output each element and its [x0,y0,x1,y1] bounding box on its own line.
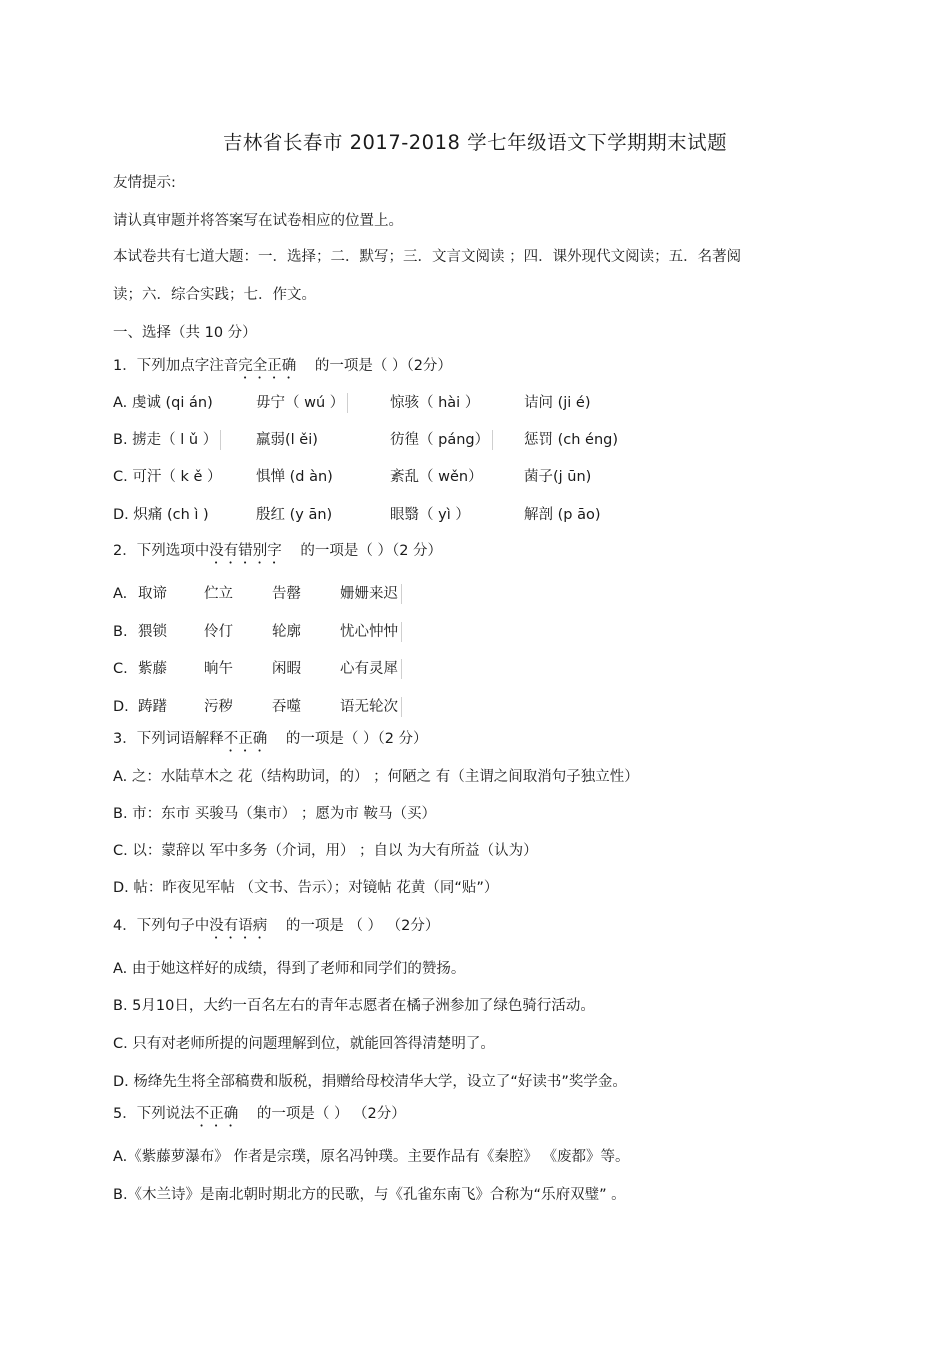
option-cell: 惩罚 (ch éng) [524,432,619,448]
question-5-stem [113,1104,406,1130]
option-letter: B. [113,624,128,640]
question-2-stem [113,541,442,567]
option-cell: 菌子(j ūn) [524,469,592,485]
option-letter: C. [113,661,128,677]
stem-text: 5．下列说法 [113,1106,195,1122]
question-4-stem [113,916,439,942]
stem-text: 的一项是（ ）（2分） [314,358,452,374]
section-heading: 一、选择（共 10 分） [113,325,257,341]
option-cell: 踌躇 [138,699,167,715]
option-cell: 姗姗来迟 [340,584,402,604]
option-cell: 语无轮次 [340,697,402,717]
option-cell: 紫藤 [138,661,167,677]
option-cell: C. 可汗（ k ě ） [113,469,222,485]
option-cell: 污秽 [204,699,233,715]
option-cell: 闲暇 [272,661,301,677]
option-cell: 心有灵犀 [340,659,402,679]
option-cell: D. 炽痛 (ch ì ) [113,507,209,523]
option-cell: 吞噬 [272,699,301,715]
option-cell: 羸弱(l ěi) [256,432,318,448]
exam-title: 吉林省长春市 2017-2018 学七年级语文下学期期末试题 [222,131,728,154]
option-a: A. 之：水陆草木之 花（结构助词，的） ；何陋之 有（主谓之间取消句子独立性） [113,769,639,785]
emphasis-text: 没有语病 [209,918,268,934]
stem-text: 的一项是 （ ） （2分） [285,918,440,934]
option-a: A. 由于她这样好的成绩，得到了老师和同学们的赞扬。 [113,961,466,977]
question-3-stem [113,729,428,755]
option-cell: 眼翳（ yì ） [390,507,470,523]
tips-line-2: 本试卷共有七道大题：一．选择；二．默写；三．文言文阅读 ；四．课外现代文阅读；五．名著阅 [113,249,742,265]
option-cell: 解剖 (p āo) [524,507,601,523]
option-cell: 取谛 [138,586,167,602]
option-d: D. 帖：昨夜见军帖 （文书、告示）；对镜帖 花黄（同“贴”） [113,880,499,896]
stem-text: 的一项是（ ）（2 分） [300,543,443,559]
option-cell: 伶仃 [204,624,233,640]
option-cell: 殷红 (y ān) [256,507,333,523]
tips-line-1: 请认真审题并将答案写在试卷相应的位置上。 [113,213,403,229]
question-1-stem [113,356,452,382]
option-cell: 轮廓 [272,624,301,640]
emphasis-text: 不正确 [194,1106,239,1122]
option-a: A.《紫藤萝瀑布》 作者是宗璞，原名冯钟璞。主要作品有《秦腔》 《废都》等。 [113,1149,630,1165]
option-cell: 伫立 [204,586,233,602]
tips-heading: 友情提示: [113,175,176,191]
option-letter: A. [113,586,128,602]
option-b: B.《木兰诗》是南北朝时期北方的民歌，与《孔雀东南飞》合称为“乐府双璧” 。 [113,1187,626,1203]
stem-text: 的一项是（ ） （2分） [256,1106,406,1122]
option-cell: 猥锁 [138,624,167,640]
option-c: C. 只有对老师所提的问题理解到位，就能回答得清楚明了。 [113,1036,495,1052]
option-cell: 晌午 [204,661,233,677]
emphasis-text: 完全正确 [238,358,297,374]
option-cell: 忧心忡忡 [340,622,402,642]
option-cell: 惊骇（ hài ） [390,395,480,411]
stem-text: 2．下列选项中 [113,543,210,559]
emphasis-text: 没有错别字 [209,543,282,559]
option-d: D. 杨绛先生将全部稿费和版税，捐赠给母校清华大学，设立了“好读书”奖学金。 [113,1074,627,1090]
option-cell: B. 掳走（ l ǔ ） [113,430,221,450]
option-b: B. 5月10日，大约一百名左右的青年志愿者在橘子洲参加了绿色骑行活动。 [113,998,595,1014]
option-cell: 彷徨（ páng） [390,430,493,450]
option-b: B. 市：东市 买骏马（集市） ；愿为市 鞍马（买） [113,806,436,822]
tips-line-3: 读；六．综合实践；七．作文。 [113,287,316,303]
option-c: C. 以：蒙辞以 军中多务（介词，用） ；自以 为大有所益（认为） [113,843,538,859]
stem-text: 的一项是（ ）（2 分） [285,731,428,747]
stem-text: 1．下列加点字注音 [113,358,239,374]
option-cell: A. 虔诚 (qi án) [113,395,213,411]
option-letter: D. [113,699,129,715]
option-cell: 告罄 [272,586,301,602]
option-cell: 紊乱（ wěn） [390,469,483,485]
option-cell: 诘问 (ji é) [524,395,591,411]
emphasis-text: 不正确 [223,731,268,747]
option-cell: 毋宁（ wú ） [256,393,348,413]
option-cell: 惧惮 (d àn) [256,469,333,485]
stem-text: 4．下列句子中 [113,918,210,934]
stem-text: 3．下列词语解释 [113,731,224,747]
